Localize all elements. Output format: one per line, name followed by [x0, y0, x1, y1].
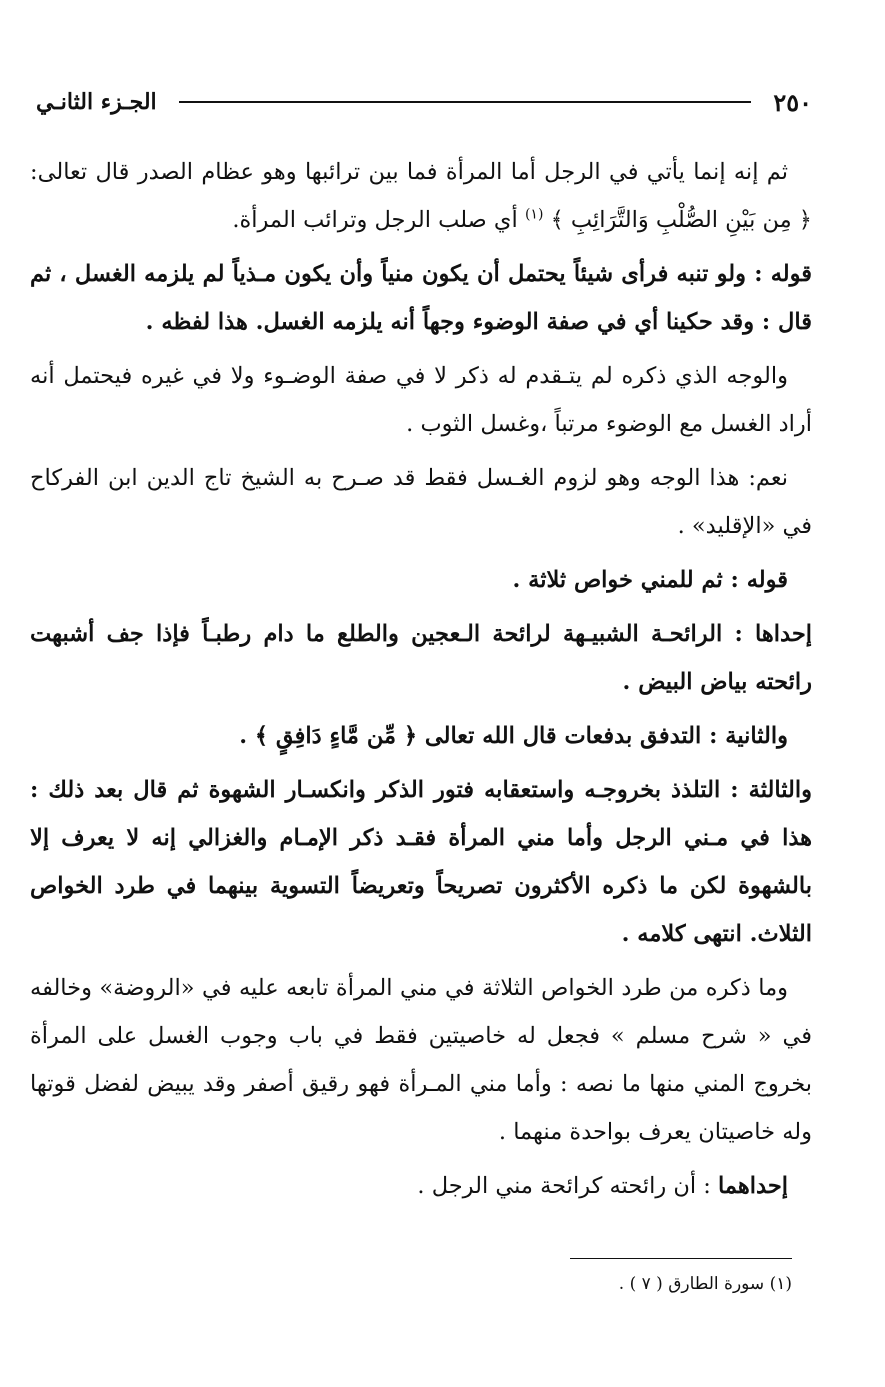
paragraph-6: إحداها : الرائحـة الشبيـهة لرائحة الـعجين والطلع ما دام رطبـاً فإذا جف أشبهت رائحته بياض البيض .: [30, 621, 812, 695]
paragraph-7: والثانية : التدفق بدفعات قال الله تعالى ﴿ مِّن مَّاءٍ دَافِقٍ ﴾ .: [239, 723, 788, 749]
paragraph-10-lead: إحداهما: [718, 1173, 788, 1199]
paragraph-1-tail: أي صلب الرجل وترائب المرأة.: [232, 207, 525, 233]
paragraph-3: والوجه الذي ذكره لم يتـقدم له ذكر لا في صفة الوضـوء ولا في غيره فيحتمل أنه أراد الغسل مع الوضوء مرتباً ،وغسل الثوب .: [30, 363, 812, 437]
paragraph-10-text: : أن رائحته كرائحة مني الرجل .: [417, 1173, 719, 1199]
running-header: [36, 82, 812, 122]
paragraph-8: والثالثة : التلذذ بخروجـه واستعقابه فتور الذكر وانكسـار الشهوة ثم قال بعد ذلك : هذا في مـني الرجل وأما مني المرأة فقـد ذكر الإمـام والغزالي إنه لا يعرف إلا بالشهوة لكن ما ذكره الأكثرون تصريحاً وتعريضاً التسوية بينهما في طرد الخواص الثلاث. انتهى كلامه .: [30, 777, 812, 947]
footnote-ref: (١): [524, 206, 544, 223]
paragraph-4: نعم: هذا الوجه وهو لزوم الغـسل فقط قد صـرح به الشيخ تاج الدين ابن الفركاح في «الإقليد» .: [30, 465, 812, 539]
body-text: [30, 148, 812, 1216]
paragraph-10: [30, 1162, 812, 1210]
header-rule: [179, 101, 752, 103]
paragraph-5: قوله : ثم للمني خواص ثلاثة .: [512, 567, 788, 593]
paragraph-1: [30, 148, 812, 244]
page-number: ٢٥٠: [773, 87, 812, 117]
footnote-rule: [570, 1258, 792, 1259]
paragraph-9: وما ذكره من طرد الخواص الثلاثة في مني المرأة تابعه عليه في «الروضة» وخالفه في « شرح مسلم » فجعل له خاصيتين فقط في باب وجوب الغسل على المرأة بخروج المني منها ما نصه : وأما مني المـرأة فهو رقيق أصفر وقد يبيض لفضل قوتها وله خاصيتان يعرف بواحدة منهما .: [30, 975, 812, 1145]
paragraph-1-text: ثم إنه إنما يأتي في الرجل أما المرأة فما بين ترائبها وهو عظام الصدر قال تعالى: ﴿ مِن بَيْنِ الصُّلْبِ وَالتَّرَائِبِ ﴾: [30, 159, 812, 233]
footnote: (١) سورة الطارق ( ٧ ) .: [618, 1274, 792, 1294]
part-title: الجـزء الثانـي: [36, 89, 157, 115]
paragraph-2: قوله : ولو تنبه فرأى شيئاً يحتمل أن يكون منياً وأن يكون مـذياً لم يلزمه الغسل ، ثم قال : وقد حكينا أي في صفة الوضوء وجهاً أنه يلزمه الغسل. هذا لفظه .: [30, 261, 812, 335]
